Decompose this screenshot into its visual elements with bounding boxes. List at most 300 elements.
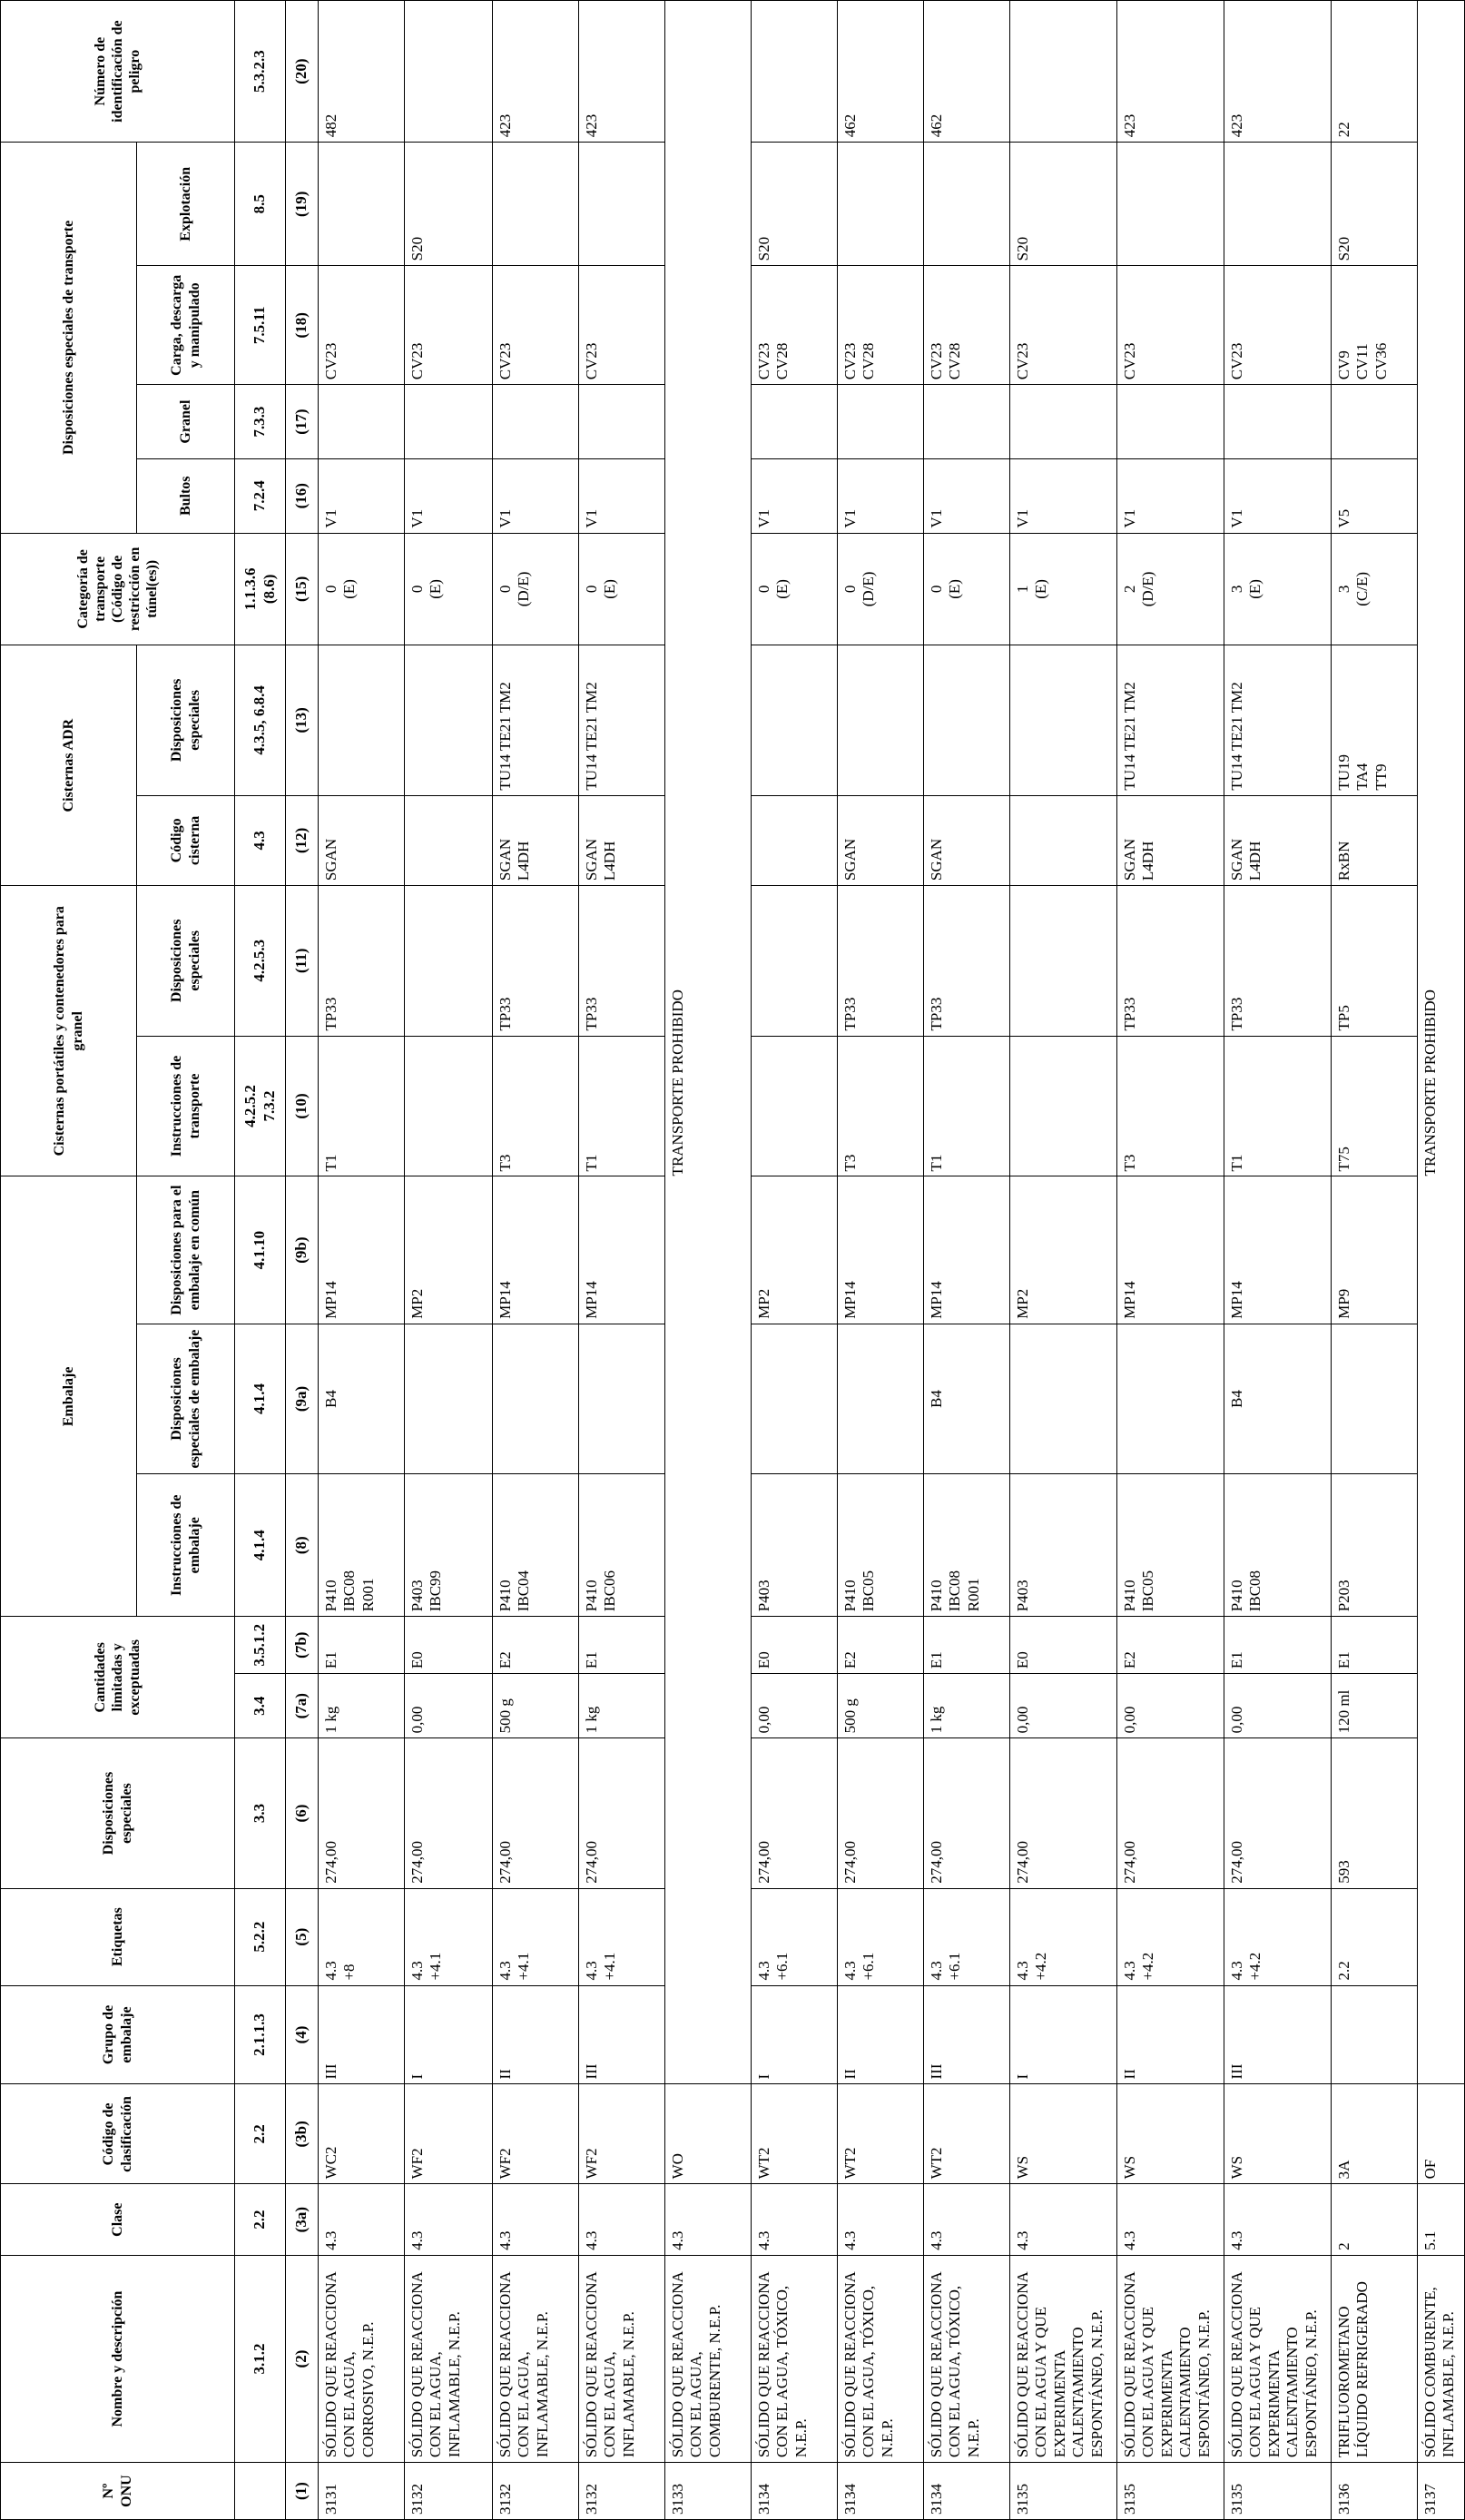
class: 4.3 (838, 2184, 924, 2256)
limited-quantity: 1 kg (319, 1674, 405, 1738)
classification-code: WS (1224, 2084, 1332, 2184)
packing-special-provision (1332, 1324, 1418, 1473)
packing-instruction: P410 IBC05 (1117, 1474, 1224, 1617)
packing-instruction: P410 IBC06 (579, 1474, 665, 1617)
packing-special-provision (1010, 1324, 1117, 1473)
column-index: (17) (286, 385, 319, 459)
packing-special-provision (405, 1324, 493, 1473)
limited-quantity: 0,00 (1224, 1674, 1332, 1738)
tank-special-provision: TU14 TE21 TM2 (1117, 645, 1224, 795)
classification-code: WS (1117, 2084, 1224, 2184)
section-ref (235, 2463, 286, 2520)
hazard-id-number: 482 (319, 1, 405, 143)
column-index: (16) (286, 458, 319, 533)
tank-instruction: T1 (579, 1036, 665, 1176)
column-index: (2) (286, 2255, 319, 2462)
header-bulk: Granel (137, 385, 235, 459)
section-ref: 4.3 (235, 795, 286, 885)
packing-special-provision (579, 1324, 665, 1473)
special-provisions: 274,00 (1117, 1738, 1224, 1888)
operation-provision (924, 143, 1010, 266)
column-index: (12) (286, 795, 319, 885)
column-index: (20) (286, 1, 319, 143)
packing-instruction: P403 IBC99 (405, 1474, 493, 1617)
loading-provision: CV23 (1224, 266, 1332, 385)
class: 4.3 (1224, 2184, 1332, 2256)
transport-category: 0 (D/E) (838, 533, 924, 645)
packing-instruction: P410 IBC08 (1224, 1474, 1332, 1617)
tank-special-provision (752, 645, 838, 795)
transport-prohibited: TRANSPORTE PROHIBIDO (1418, 1, 1465, 2084)
section-ref: 7.2.4 (235, 458, 286, 533)
header-packing-special: Disposiciones especiales de embalaje (137, 1324, 235, 1473)
substance-name: SÓLIDO QUE REACCIONA CON EL AGUA, INFLAMABLE, N.E.P. (579, 2255, 665, 2462)
hazard-id-number: 423 (579, 1, 665, 143)
table-row (1010, 1, 1117, 2520)
portable-tank-provision: TP33 (493, 886, 579, 1036)
excepted-quantity: E2 (493, 1617, 579, 1674)
tank-code (405, 795, 493, 885)
packing-group (1332, 1985, 1418, 2084)
special-provisions: 274,00 (1224, 1738, 1332, 1888)
bulk-provision (405, 385, 493, 459)
section-ref: 4.2.5.3 (235, 886, 286, 1036)
bulk-provision (493, 385, 579, 459)
un-number: 3135 (1117, 2463, 1224, 2520)
mixed-packing: MP2 (1010, 1176, 1117, 1324)
loading-provision: CV23 (319, 266, 405, 385)
header-packaging: Embalaje (1, 1176, 137, 1617)
bulk-provision (579, 385, 665, 459)
classification-code: WS (1010, 2084, 1117, 2184)
operation-provision (838, 143, 924, 266)
classification-code: WT2 (924, 2084, 1010, 2184)
packing-instruction: P410 IBC08 R001 (319, 1474, 405, 1617)
hazard-id-number: 462 (924, 1, 1010, 143)
bulk-provision (1332, 385, 1418, 459)
excepted-quantity: E2 (1117, 1617, 1224, 1674)
hazard-id-number (405, 1, 493, 143)
portable-tank-provision: TP33 (1117, 886, 1224, 1036)
packing-special-provision (1117, 1324, 1224, 1473)
section-ref: 2.1.1.3 (235, 1985, 286, 2084)
portable-tank-provision (752, 886, 838, 1036)
un-number: 3132 (579, 2463, 665, 2520)
labels: 4.3 +4.2 (1117, 1888, 1224, 1985)
un-number: 3132 (493, 2463, 579, 2520)
packing-group: II (838, 1985, 924, 2084)
class: 4.3 (493, 2184, 579, 2256)
column-index: (7a) (286, 1674, 319, 1738)
excepted-quantity: E1 (579, 1617, 665, 1674)
table-row (1332, 1, 1418, 2520)
loading-provision: CV23 (579, 266, 665, 385)
section-ref: 4.1.4 (235, 1324, 286, 1473)
hazard-id-number: 423 (1117, 1, 1224, 143)
hazard-id-number (1010, 1, 1117, 143)
classification-code: WT2 (838, 2084, 924, 2184)
header-operation: Explotación (137, 143, 235, 266)
loading-provision: CV23 CV28 (838, 266, 924, 385)
packing-group: I (752, 1985, 838, 2084)
operation-provision: S20 (752, 143, 838, 266)
tank-code: SGAN (838, 795, 924, 885)
tank-instruction: T3 (1117, 1036, 1224, 1176)
bulk-provision (924, 385, 1010, 459)
portable-tank-provision (1010, 886, 1117, 1036)
limited-quantity: 0,00 (752, 1674, 838, 1738)
table-row (1418, 1, 1465, 2520)
transport-category: 0 (D/E) (493, 533, 579, 645)
column-index: (10) (286, 1036, 319, 1176)
tank-special-provision (838, 645, 924, 795)
limited-quantity: 1 kg (924, 1674, 1010, 1738)
section-ref: 2.2 (235, 2184, 286, 2256)
transport-category: 2 (D/E) (1117, 533, 1224, 645)
section-ref: 1.1.3.6 (8.6) (235, 533, 286, 645)
tank-instruction: T75 (1332, 1036, 1418, 1176)
column-index: (9a) (286, 1324, 319, 1473)
tank-instruction: T1 (1224, 1036, 1332, 1176)
section-ref: 3.4 (235, 1674, 286, 1738)
mixed-packing: MP2 (752, 1176, 838, 1324)
substance-name: SÓLIDO QUE REACCIONA CON EL AGUA, CORROSIVO, N.E.P. (319, 2255, 405, 2462)
operation-provision (493, 143, 579, 266)
substance-name: TRIFLUOROMETANO LÍQUIDO REFRIGERADO (1332, 2255, 1418, 2462)
classification-code: WF2 (405, 2084, 493, 2184)
packing-group: II (1117, 1985, 1224, 2084)
labels: 4.3 +4.1 (405, 1888, 493, 1985)
tank-code: SGAN L4DH (1224, 795, 1332, 885)
packages-provision: V1 (579, 458, 665, 533)
section-ref: 3.1.2 (235, 2255, 286, 2462)
hazard-id-number: 22 (1332, 1, 1418, 143)
section-ref: 3.5.1.2 (235, 1617, 286, 1674)
header-classification-code: Código de clasificación (1, 2084, 235, 2184)
loading-provision: CV23 (1010, 266, 1117, 385)
portable-tank-provision: TP33 (838, 886, 924, 1036)
operation-provision: S20 (1010, 143, 1117, 266)
substance-name: SÓLIDO QUE REACCIONA CON EL AGUA Y QUE EXPERIMENTA CALENTAMIENTO ESPONTÁNEO, N.E.P. (1224, 2255, 1332, 2462)
limited-quantity: 120 ml (1332, 1674, 1418, 1738)
column-index: (1) (286, 2463, 319, 2520)
tank-instruction: T3 (838, 1036, 924, 1176)
packing-special-provision: B4 (1224, 1324, 1332, 1473)
transport-prohibited: TRANSPORTE PROHIBIDO (665, 1, 752, 2084)
packing-special-provision: B4 (319, 1324, 405, 1473)
substance-name: SÓLIDO QUE REACCIONA CON EL AGUA, COMBURENTE, N.E.P. (665, 2255, 752, 2462)
transport-category: 3 (E) (1224, 533, 1332, 645)
mixed-packing: MP14 (924, 1176, 1010, 1324)
class: 4.3 (752, 2184, 838, 2256)
substance-name: SÓLIDO QUE REACCIONA CON EL AGUA Y QUE EXPERIMENTA CALENTAMIENTO ESPONTÁNEO, N.E.P. (1010, 2255, 1117, 2462)
packages-provision: V1 (493, 458, 579, 533)
excepted-quantity: E1 (1332, 1617, 1418, 1674)
packing-instruction: P410 IBC08 R001 (924, 1474, 1010, 1617)
portable-tank-provision: TP33 (579, 886, 665, 1036)
packing-group: III (1224, 1985, 1332, 2084)
tank-code: RxBN (1332, 795, 1418, 885)
tank-special-provision: TU14 TE21 TM2 (1224, 645, 1332, 795)
header-packages: Bultos (137, 458, 235, 533)
limited-quantity: 1 kg (579, 1674, 665, 1738)
section-ref: 5.2.2 (235, 1888, 286, 1985)
packing-special-provision (838, 1324, 924, 1473)
column-index: (11) (286, 886, 319, 1036)
packages-provision: V1 (319, 458, 405, 533)
limited-quantity: 500 g (838, 1674, 924, 1738)
packages-provision: V5 (1332, 458, 1418, 533)
limited-quantity: 0,00 (1117, 1674, 1224, 1738)
tank-code (1010, 795, 1117, 885)
header-portable-special: Disposiciones especiales (137, 886, 235, 1036)
substance-name: SÓLIDO QUE REACCIONA CON EL AGUA Y QUE EXPERIMENTA CALENTAMIENTO ESPONTÁNEO, N.E.P. (1117, 2255, 1224, 2462)
mixed-packing: MP14 (493, 1176, 579, 1324)
section-ref: 5.3.2.3 (235, 1, 286, 143)
header-portable-tanks: Cisternas portátiles y contenedores para granel (1, 886, 137, 1176)
substance-name: SÓLIDO QUE REACCIONA CON EL AGUA, TÓXICO, N.E.P. (752, 2255, 838, 2462)
tank-special-provision: TU14 TE21 TM2 (579, 645, 665, 795)
special-provisions: 274,00 (405, 1738, 493, 1888)
column-index: (8) (286, 1474, 319, 1617)
portable-tank-provision: TP33 (319, 886, 405, 1036)
table-row (1117, 1, 1224, 2520)
substance-name: SÓLIDO QUE REACCIONA CON EL AGUA, TÓXICO, N.E.P. (924, 2255, 1010, 2462)
special-provisions: 274,00 (319, 1738, 405, 1888)
mixed-packing: MP14 (319, 1176, 405, 1324)
section-ref: 4.1.10 (235, 1176, 286, 1324)
tank-code: SGAN L4DH (493, 795, 579, 885)
labels: 4.3 +4.1 (493, 1888, 579, 1985)
transport-category: 1 (E) (1010, 533, 1117, 645)
table-row (405, 1, 493, 2520)
tank-code (752, 795, 838, 885)
header-transport-instructions: Instrucciones de transporte (137, 1036, 235, 1176)
section-ref: 4.2.5.2 7.3.2 (235, 1036, 286, 1176)
header-tank-special: Disposiciones especiales (137, 645, 235, 795)
packing-group: III (924, 1985, 1010, 2084)
tank-instruction: T1 (319, 1036, 405, 1176)
table-row (838, 1, 924, 2520)
column-index: (6) (286, 1738, 319, 1888)
tank-special-provision (1010, 645, 1117, 795)
labels: 4.3 +6.1 (752, 1888, 838, 1985)
section-ref: 4.1.4 (235, 1474, 286, 1617)
mixed-packing: MP2 (405, 1176, 493, 1324)
packing-special-provision (752, 1324, 838, 1473)
classification-code: WF2 (579, 2084, 665, 2184)
excepted-quantity: E0 (1010, 1617, 1117, 1674)
header-packing-group: Grupo de embalaje (1, 1985, 235, 2084)
labels: 4.3 +4.2 (1224, 1888, 1332, 1985)
packages-provision: V1 (1117, 458, 1224, 533)
packing-instruction: P403 (752, 1474, 838, 1617)
portable-tank-provision: TP33 (924, 886, 1010, 1036)
tank-instruction: T1 (924, 1036, 1010, 1176)
tank-instruction (405, 1036, 493, 1176)
operation-provision: S20 (1332, 143, 1418, 266)
tank-special-provision: TU14 TE21 TM2 (493, 645, 579, 795)
table-row (493, 1, 579, 2520)
mixed-packing: MP14 (579, 1176, 665, 1324)
limited-quantity: 500 g (493, 1674, 579, 1738)
special-provisions: 274,00 (579, 1738, 665, 1888)
section-ref: 2.2 (235, 2084, 286, 2184)
hazard-id-number: 423 (1224, 1, 1332, 143)
header-transport-category: Categoría de transporte (Código de restricción en túnel(es)) (1, 533, 235, 645)
substance-name: SÓLIDO QUE REACCIONA CON EL AGUA, INFLAMABLE, N.E.P. (405, 2255, 493, 2462)
bulk-provision (1010, 385, 1117, 459)
class: 4.3 (319, 2184, 405, 2256)
class: 2 (1332, 2184, 1418, 2256)
header-packing-instructions: Instrucciones de embalaje (137, 1474, 235, 1617)
un-number: 3135 (1224, 2463, 1332, 2520)
table-row (579, 1, 665, 2520)
special-provisions: 593 (1332, 1738, 1418, 1888)
packages-provision: V1 (838, 458, 924, 533)
operation-provision (319, 143, 405, 266)
class: 4.3 (924, 2184, 1010, 2256)
transport-category: 0 (E) (752, 533, 838, 645)
header-labels: Etiquetas (1, 1888, 235, 1985)
table-row (1224, 1, 1332, 2520)
packages-provision: V1 (405, 458, 493, 533)
loading-provision: CV23 (405, 266, 493, 385)
tank-instruction (1010, 1036, 1117, 1176)
table-row (924, 1, 1010, 2520)
tank-special-provision (405, 645, 493, 795)
header-special-transport: Disposiciones especiales de transporte (1, 143, 137, 533)
loading-provision: CV23 CV28 (752, 266, 838, 385)
transport-category: 0 (E) (579, 533, 665, 645)
class: 4.3 (1117, 2184, 1224, 2256)
portable-tank-provision: TP5 (1332, 886, 1418, 1036)
hazard-id-number: 462 (838, 1, 924, 143)
header-name: Nombre y descripción (1, 2255, 235, 2462)
header-tank-code: Código cisterna (137, 795, 235, 885)
packing-group: II (493, 1985, 579, 2084)
tank-special-provision (319, 645, 405, 795)
classification-code: WC2 (319, 2084, 405, 2184)
special-provisions: 274,00 (752, 1738, 838, 1888)
packing-instruction: P403 (1010, 1474, 1117, 1617)
tank-special-provision: TU19 TA4 TT9 (1332, 645, 1418, 795)
packing-instruction: P410 IBC05 (838, 1474, 924, 1617)
excepted-quantity: E1 (1224, 1617, 1332, 1674)
tank-instruction: T3 (493, 1036, 579, 1176)
hazard-id-number (752, 1, 838, 143)
packing-instruction: P410 IBC04 (493, 1474, 579, 1617)
class: 5.1 (1418, 2184, 1465, 2256)
table-row (752, 1, 838, 2520)
column-index: (18) (286, 266, 319, 385)
packages-provision: V1 (1224, 458, 1332, 533)
limited-quantity: 0,00 (1010, 1674, 1117, 1738)
un-number: 3131 (319, 2463, 405, 2520)
excepted-quantity: E1 (924, 1617, 1010, 1674)
un-number: 3134 (924, 2463, 1010, 2520)
column-index: (4) (286, 1985, 319, 2084)
bulk-provision (1117, 385, 1224, 459)
excepted-quantity: E0 (752, 1617, 838, 1674)
special-provisions: 274,00 (924, 1738, 1010, 1888)
tank-code: SGAN (319, 795, 405, 885)
transport-category: 3 (C/E) (1332, 533, 1418, 645)
classification-code: WT2 (752, 2084, 838, 2184)
portable-tank-provision: TP33 (1224, 886, 1332, 1036)
excepted-quantity: E1 (319, 1617, 405, 1674)
special-provisions: 274,00 (1010, 1738, 1117, 1888)
classification-code: WO (665, 2084, 752, 2184)
classification-code: WF2 (493, 2084, 579, 2184)
un-number: 3133 (665, 2463, 752, 2520)
header-un-number: Nº ONU (1, 2463, 235, 2520)
classification-code: OF (1418, 2084, 1465, 2184)
un-number: 3135 (1010, 2463, 1117, 2520)
labels: 4.3 +4.2 (1010, 1888, 1117, 1985)
packing-instruction: P203 (1332, 1474, 1418, 1617)
loading-provision: CV23 (493, 266, 579, 385)
bulk-provision (838, 385, 924, 459)
packages-provision: V1 (1010, 458, 1117, 533)
header-hazard-id: Número de identificación de peligro (1, 1, 235, 143)
transport-category: 0 (E) (319, 533, 405, 645)
un-number: 3132 (405, 2463, 493, 2520)
excepted-quantity: E0 (405, 1617, 493, 1674)
labels: 4.3 +8 (319, 1888, 405, 1985)
labels: 4.3 +6.1 (838, 1888, 924, 1985)
section-ref: 8.5 (235, 143, 286, 266)
labels: 4.3 +4.1 (579, 1888, 665, 1985)
un-number: 3137 (1418, 2463, 1465, 2520)
header-special-provisions: Disposiciones especiales (1, 1738, 235, 1888)
loading-provision: CV9 CV11 CV36 (1332, 266, 1418, 385)
column-index: (15) (286, 533, 319, 645)
mixed-packing: MP14 (1117, 1176, 1224, 1324)
un-number: 3134 (752, 2463, 838, 2520)
class: 4.3 (1010, 2184, 1117, 2256)
packing-group: I (405, 1985, 493, 2084)
classification-code: 3A (1332, 2084, 1418, 2184)
tank-code: SGAN L4DH (579, 795, 665, 885)
column-index: (3b) (286, 2084, 319, 2184)
operation-provision: S20 (405, 143, 493, 266)
section-ref: 4.3.5, 6.8.4 (235, 645, 286, 795)
transport-category: 0 (E) (924, 533, 1010, 645)
packages-provision: V1 (924, 458, 1010, 533)
bulk-provision (319, 385, 405, 459)
class: 4.3 (665, 2184, 752, 2256)
tank-special-provision (924, 645, 1010, 795)
class: 4.3 (579, 2184, 665, 2256)
labels: 4.3 +6.1 (924, 1888, 1010, 1985)
un-number: 3136 (1332, 2463, 1418, 2520)
limited-quantity: 0,00 (405, 1674, 493, 1738)
tank-code: SGAN (924, 795, 1010, 885)
header-loading: Carga, descarga y manipulado (137, 266, 235, 385)
table-row (319, 1, 405, 2520)
packing-special-provision: B4 (924, 1324, 1010, 1473)
hazard-id-number: 423 (493, 1, 579, 143)
column-index: (19) (286, 143, 319, 266)
section-ref: 7.3.3 (235, 385, 286, 459)
packing-group: III (579, 1985, 665, 2084)
column-index: (9b) (286, 1176, 319, 1324)
mixed-packing: MP14 (1224, 1176, 1332, 1324)
mixed-packing: MP14 (838, 1176, 924, 1324)
portable-tank-provision (405, 886, 493, 1036)
labels: 2.2 (1332, 1888, 1418, 1985)
